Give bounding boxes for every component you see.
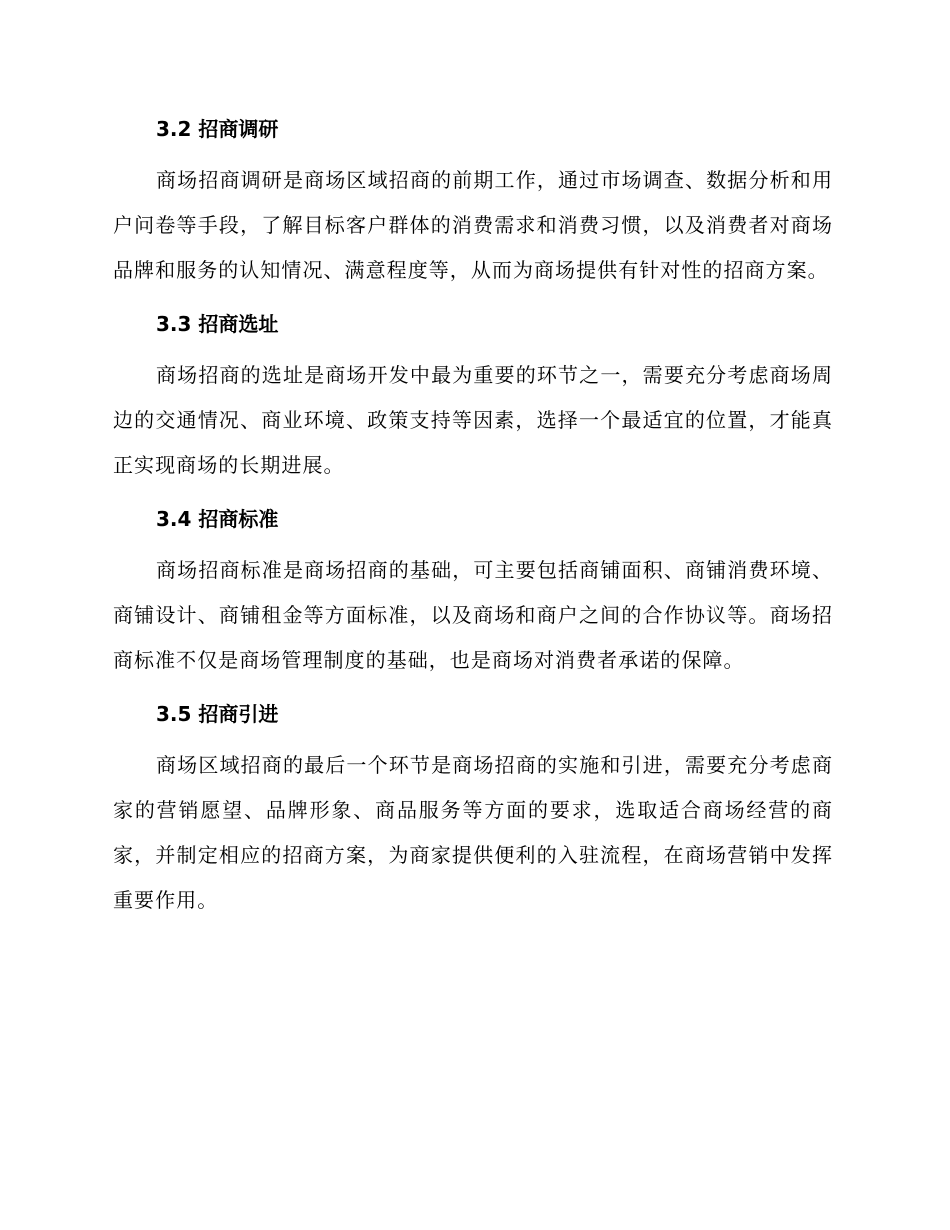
section-paragraph: 商场招商标准是商场招商的基础，可主要包括商铺面积、商铺消费环境、商铺设计、商铺租金等方面标准，以及商场和商户之间的合作协议等。商场招商标准不仅是商场管理制度的基础，也是商场对消费者承诺的保障。: [113, 558, 833, 672]
section-3-2: [113, 112, 833, 293]
section-heading: 3.3 招商选址: [156, 312, 279, 336]
section-heading: 3.4 招商标准: [156, 507, 279, 531]
section-3-4: [113, 502, 833, 683]
section-3-5: [113, 697, 833, 923]
section-paragraph: 商场区域招商的最后一个环节是商场招商的实施和引进，需要充分考虑商家的营销愿望、品牌形象、商品服务等方面的要求，选取适合商场经营的商家，并制定相应的招商方案，为商家提供便利的入驻流程，在商场营销中发挥重要作用。: [113, 753, 833, 912]
section-heading: 3.5 招商引进: [156, 702, 279, 726]
document-content: [113, 112, 833, 937]
section-3-3: [113, 307, 833, 488]
section-heading: 3.2 招商调研: [156, 117, 279, 141]
section-paragraph: 商场招商的选址是商场开发中最为重要的环节之一，需要充分考虑商场周边的交通情况、商业环境、政策支持等因素，选择一个最适宜的位置，才能真正实现商场的长期进展。: [113, 363, 833, 477]
section-paragraph: 商场招商调研是商场区域招商的前期工作，通过市场调查、数据分析和用户问卷等手段，了解目标客户群体的消费需求和消费习惯，以及消费者对商场品牌和服务的认知情况、满意程度等，从而为商场提供有针对性的招商方案。: [113, 168, 833, 282]
